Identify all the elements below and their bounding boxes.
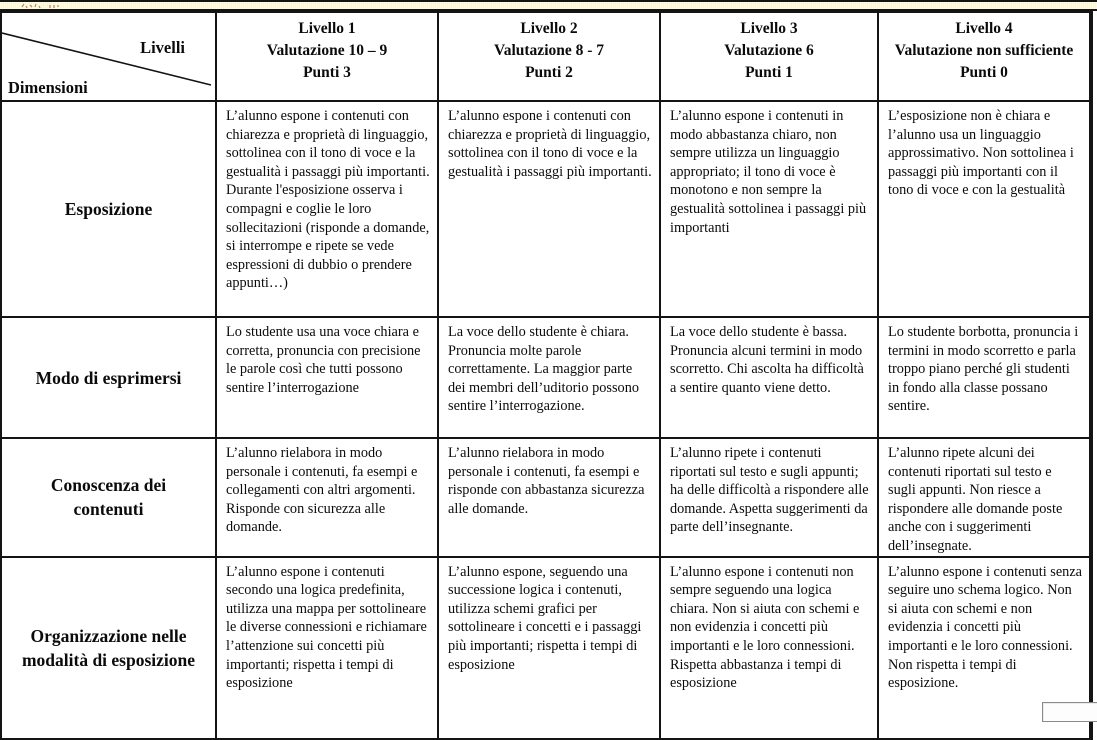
column-header-livello-2 xyxy=(438,12,660,101)
rubric-cell-modo-l1: Lo studente usa una voce chiara e corretta, pronuncia con precisione le parole così che tutti possono sentire l’interrogazione xyxy=(216,317,438,438)
rubric-cell-modo-l2: La voce dello studente è chiara. Pronuncia molte parole correttamente. La maggior parte dei membri dell’uditorio possono sentire l’interrogazione. xyxy=(438,317,660,438)
header-line: Punti 0 xyxy=(960,64,1008,81)
header-line: Livello 3 xyxy=(740,20,798,37)
header-line: Livello 1 xyxy=(298,20,356,37)
row-label-esposizione: Esposizione xyxy=(1,101,216,317)
header-line: Punti 2 xyxy=(525,64,573,81)
header-line: Punti 1 xyxy=(745,64,793,81)
corner-label-dimensioni: Dimensioni xyxy=(8,78,88,97)
rubric-cell-organizzazione-l3: L’alunno espone i contenuti non sempre seguendo una logica chiara. Non si aiuta con schemi e non evidenzia i concetti più importanti e le loro connessioni. Rispetta abbastanza i tempi di esposizione xyxy=(660,557,878,739)
row-label-conoscenza: Conoscenza dei contenuti xyxy=(1,438,216,557)
rubric-cell-esposizione-l4: L’esposizione non è chiara e l’alunno usa un linguaggio approssimativo. Non sottolinea i passaggi più importanti con il tono di voce e con la gestualità xyxy=(878,101,1091,317)
rubric-cell-esposizione-l3: L’alunno espone i contenuti in modo abbastanza chiaro, non sempre utilizza un linguaggio appropriato; il tono di voce è monotono e non sempre la gestualità sottolinea i passaggi più importanti xyxy=(660,101,878,317)
partial-widget-box[interactable] xyxy=(1042,702,1097,722)
header-row xyxy=(1,12,1091,101)
header-line: Valutazione non sufficiente xyxy=(894,42,1074,59)
column-header-livello-3 xyxy=(660,12,878,101)
rubric-cell-organizzazione-l4: L’alunno espone i contenuti senza seguire uno schema logico. Non si aiuta con schemi e non evidenzia i concetti più importanti e le loro connessioni. Non rispetta i tempi di esposizione. xyxy=(878,557,1091,739)
rubric-cell-organizzazione-l1: L’alunno espone i contenuti secondo una logica predefinita, utilizza una mappa per sottolineare le diverse connessioni e richiamare l’attenzione sui concetti più importanti; rispetta i tempi di esposizione xyxy=(216,557,438,739)
rubric-cell-esposizione-l1: L’alunno espone i contenuti con chiarezza e proprietà di linguaggio, sottolinea con il tono di voce e la gestualità i passaggi più importanti. Durante l'esposizione osserva i compagni e coglie le loro sollecitazioni (risponde a domande, si interrompe e ripete se vede espressioni di dubbio o prendere appunti…) xyxy=(216,101,438,317)
rubric-cell-esposizione-l2: L’alunno espone i contenuti con chiarezza e proprietà di linguaggio, sottolinea con il tono di voce e la gestualità i passaggi più importanti. xyxy=(438,101,660,317)
rubric-cell-conoscenza-l3: L’alunno ripete i contenuti riportati sul testo e sugli appunti; ha delle difficoltà a rispondere alle domande. Aspetta suggerimenti da parte dell’insegnante. xyxy=(660,438,878,557)
rubric-cell-conoscenza-l2: L’alunno rielabora in modo personale i contenuti, fa esempi e risponde con abbastanza sicurezza alle domande. xyxy=(438,438,660,557)
column-header-livello-1 xyxy=(216,12,438,101)
table-row-esposizione xyxy=(1,101,1091,317)
header-line: Livello 2 xyxy=(520,20,578,37)
rubric-cell-conoscenza-l1: L’alunno rielabora in modo personale i contenuti, fa esempi e collegamenti con altri argomenti. Risponde con sicurezza alle domande. xyxy=(216,438,438,557)
table-row-modo-di-esprimersi xyxy=(1,317,1091,438)
table-row-conoscenza xyxy=(1,438,1091,557)
rubric-table xyxy=(0,11,1093,740)
top-clipped-toolbar-strip xyxy=(0,0,1097,11)
row-label-modo-di-esprimersi: Modo di esprimersi xyxy=(1,317,216,438)
table-row-organizzazione xyxy=(1,557,1091,739)
header-line: Punti 3 xyxy=(303,64,351,81)
corner-label-livelli: Livelli xyxy=(140,38,185,57)
column-header-livello-4 xyxy=(878,12,1091,101)
header-line: Livello 4 xyxy=(955,20,1013,37)
header-line: Valutazione 6 xyxy=(724,42,814,59)
rubric-cell-modo-l3: La voce dello studente è bassa. Pronuncia alcuni termini in modo scorretto. Chi ascolta ha difficoltà a sentire quanto viene detto. xyxy=(660,317,878,438)
rubric-cell-organizzazione-l2: L’alunno espone, seguendo una successione logica i contenuti, utilizza schemi grafici per sottolineare i concetti e i passaggi più importanti; rispetta i tempi di esposizione xyxy=(438,557,660,739)
header-line: Valutazione 8 - 7 xyxy=(493,42,605,59)
illegible-text-fragment-icon xyxy=(20,2,68,9)
rubric-cell-modo-l4: Lo studente borbotta, pronuncia i termini in modo scorretto e parla troppo piano perché gli studenti in fondo alla classe possano sentire. xyxy=(878,317,1091,438)
row-label-organizzazione: Organizzazione nelle modalità di esposizione xyxy=(1,557,216,739)
header-line: Valutazione 10 – 9 xyxy=(266,42,388,59)
rubric-cell-conoscenza-l4: L’alunno ripete alcuni dei contenuti riportati sul testo e sugli appunti. Non riesce a rispondere alle domande poste anche con i suggerimenti dell’insegnate. xyxy=(878,438,1091,557)
corner-header-cell xyxy=(1,12,216,101)
